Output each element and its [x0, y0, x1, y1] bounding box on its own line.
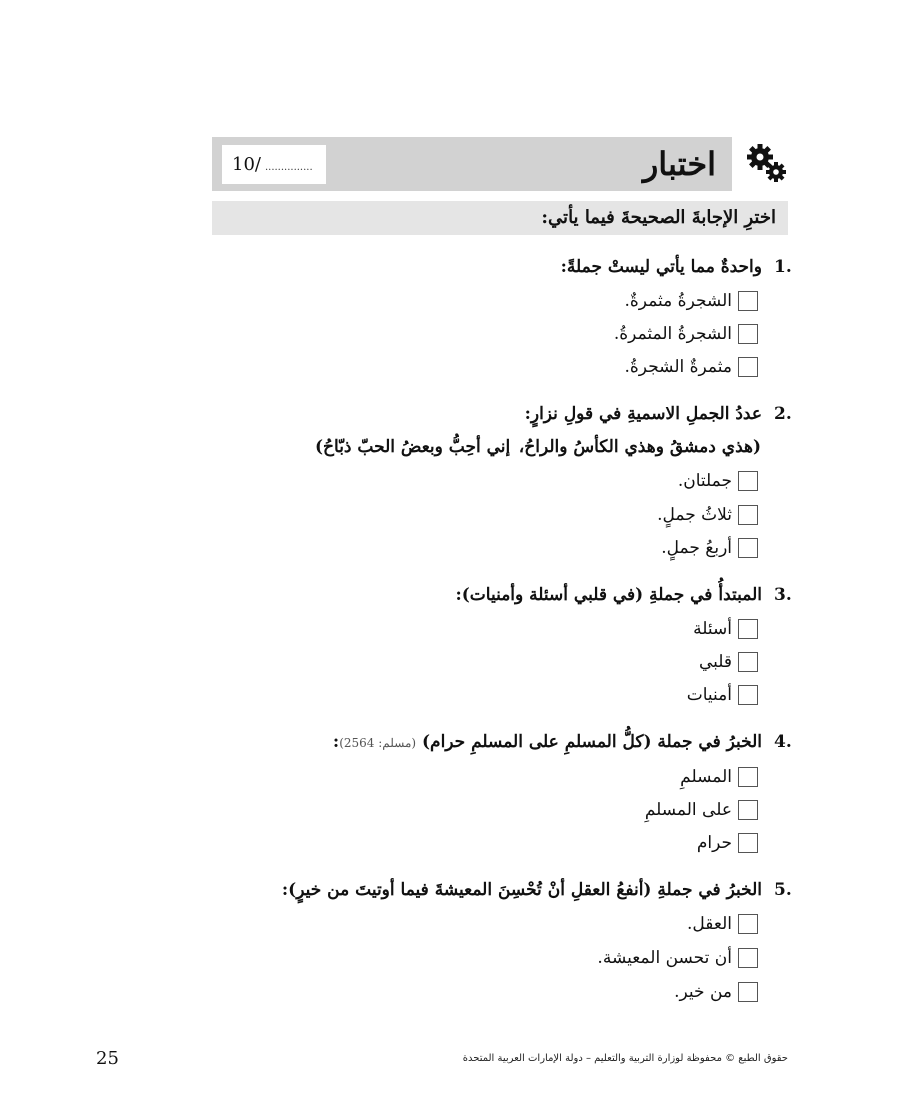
option-label: ثلاثُ جملٍ.	[657, 505, 732, 525]
question-4-option-1[interactable]	[680, 765, 758, 789]
page-number: 25	[96, 1048, 119, 1069]
score-box	[222, 145, 326, 184]
question-2-text: عددُ الجملِ الاسميةِ في قولِ نزارٍ:	[524, 404, 762, 424]
question-5-option-2[interactable]	[597, 946, 758, 970]
option-label: جملتان.	[677, 471, 732, 491]
checkbox-icon[interactable]	[738, 982, 758, 1002]
checkbox-icon[interactable]	[738, 652, 758, 672]
question-1-option-1[interactable]	[625, 289, 759, 313]
question-3-option-2[interactable]	[699, 650, 758, 674]
question-2-number: 2.	[774, 404, 792, 424]
option-label: مثمرةٌ الشجرةُ.	[624, 357, 732, 377]
score-value: 10/	[232, 154, 261, 175]
checkbox-icon[interactable]	[738, 914, 758, 934]
checkbox-icon[interactable]	[738, 291, 758, 311]
checkbox-icon[interactable]	[738, 324, 758, 344]
question-5-option-3[interactable]	[674, 980, 758, 1004]
score-blank: ...............	[264, 162, 313, 173]
hadith-citation: (مسلم: 2564)	[339, 736, 417, 750]
option-label: أمنيات	[686, 685, 732, 705]
checkbox-icon[interactable]	[738, 685, 758, 705]
checkbox-icon[interactable]	[738, 471, 758, 491]
question-3-number: 3.	[774, 585, 792, 605]
question-3-option-3[interactable]	[687, 683, 758, 707]
question-4-text	[333, 729, 762, 755]
question-1-text: واحدةٌ مما يأتي ليستْ جملةً:	[560, 257, 762, 277]
checkbox-icon[interactable]	[738, 948, 758, 968]
checkbox-icon[interactable]	[738, 538, 758, 558]
question-4-option-3[interactable]	[697, 831, 758, 855]
question-1-number: 1.	[774, 257, 792, 277]
question-5-option-1[interactable]	[687, 912, 758, 936]
option-label: المسلمِ	[680, 767, 732, 787]
question-4-colon: :	[332, 732, 340, 752]
option-label: الشجرةُ مثمرةٌ.	[624, 291, 732, 311]
question-3-text: المبتدأُ في جملةِ (في قلبي أسئلة وأمنيات):	[455, 585, 762, 605]
checkbox-icon[interactable]	[738, 505, 758, 525]
option-label: أسئلة	[693, 619, 732, 639]
poem-first-hemistich: (هذي دمشقُ وهذي الكأسُ والراحُ،	[518, 437, 761, 457]
gears-icon	[746, 142, 790, 186]
poem-verse	[315, 434, 761, 460]
poem-second-hemistich: إني أحِبُّ وبعضُ الحبّ ذبّاحُ)	[315, 437, 511, 457]
option-label: أن تحسن المعيشة.	[597, 948, 732, 968]
option-label: الشجرةُ المثمرةُ.	[613, 324, 732, 344]
question-4-number: 4.	[774, 732, 792, 752]
question-2-option-1[interactable]	[678, 469, 758, 493]
checkbox-icon[interactable]	[738, 833, 758, 853]
checkbox-icon[interactable]	[738, 800, 758, 820]
copyright-notice: حقوق الطبع © محفوظة لوزارة التربية والتعليم – دولة الإمارات العربية المتحدة	[462, 1053, 788, 1064]
question-2-option-2[interactable]	[657, 503, 758, 527]
question-3-option-1[interactable]	[693, 617, 758, 641]
question-5-text: الخبرُ في جملةِ (أنفعُ العقلِ أنْ تُحْسِنَ المعيشةَ فيما أوتيتَ من خيرٍ):	[281, 880, 762, 900]
instruction-text: اخترِ الإجابةَ الصحيحةَ فيما يأتي:	[541, 207, 776, 228]
question-4-stem: الخبرُ في جملة (كلُّ المسلمِ على المسلمِ حرام)	[422, 732, 762, 752]
checkbox-icon[interactable]	[738, 767, 758, 787]
option-label: على المسلمِ	[644, 800, 732, 820]
checkbox-icon[interactable]	[738, 619, 758, 639]
question-4-option-2[interactable]	[645, 798, 758, 822]
question-5-number: 5.	[774, 880, 792, 900]
option-label: من خير.	[674, 982, 732, 1002]
option-label: حرام	[696, 833, 732, 853]
question-1-option-3[interactable]	[625, 355, 759, 379]
question-1-option-2[interactable]	[614, 322, 758, 346]
question-2-option-3[interactable]	[661, 536, 758, 560]
checkbox-icon[interactable]	[738, 357, 758, 377]
option-label: العقل.	[687, 914, 732, 934]
option-label: أربعُ جملٍ.	[661, 538, 732, 558]
option-label: قلبي	[698, 652, 732, 672]
page-title: اختبار	[642, 145, 716, 183]
